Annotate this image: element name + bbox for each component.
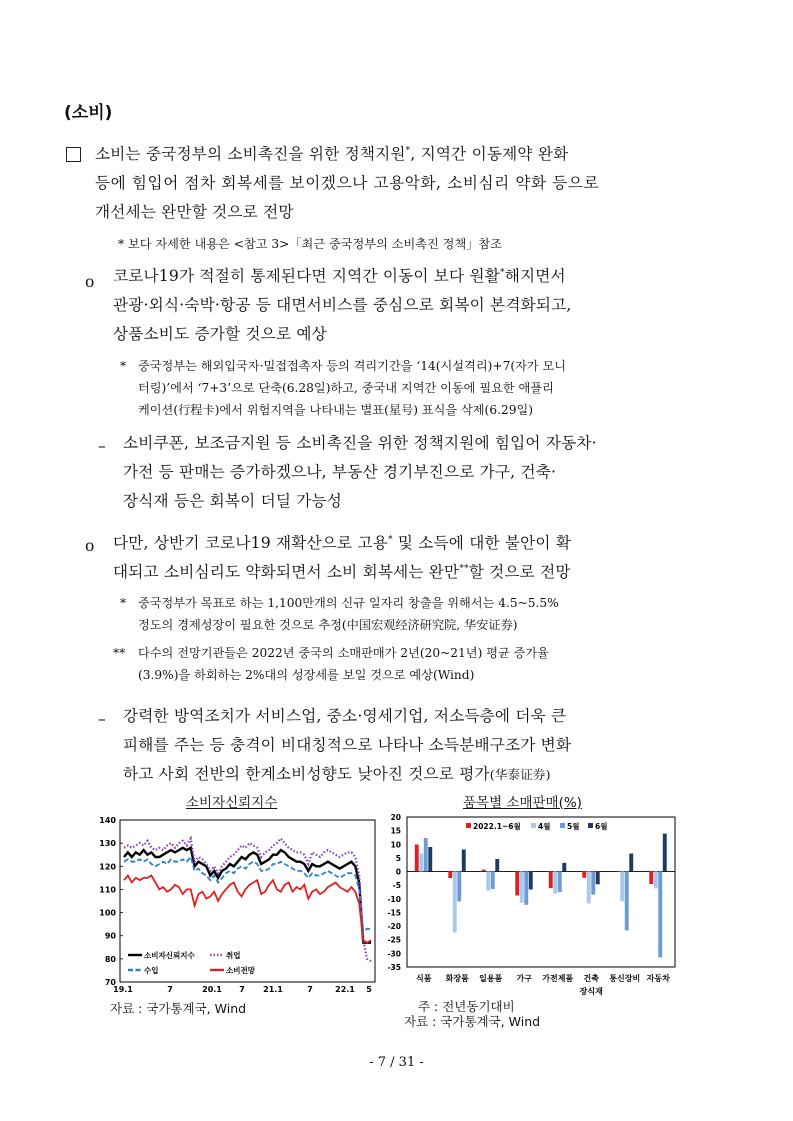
- footnote-reference: * 보다 자세한 내용은 <참고 3>「최근 중국정부의 소비촉진 정책」참조: [118, 237, 502, 251]
- paragraph-asymmetric-shock: 강력한 방역조치가 서비스업, 중소·영세기업, 저소득층에 더욱 큰 피해를 주는 등 충격이 비대칭적으로 나타나 소득분배구조가 변화 하고 사회 전반의 한계소비성향도 낮아진 것으로 평가(华泰证券): [123, 707, 572, 783]
- chart2-y-tick: -20: [387, 922, 401, 932]
- footnote-quarantine: 중국정부는 해외입국자·밀접접촉자 등의 격리기간을 ‘14(시설격리)+7(자가 모니 터링)’에서 ‘7+3’으로 단축(6.28일)하고, 중국내 지역간 이동에 필요한 애플리 케이션(行程卡)에서 위험지역을 나타내는 별표(星号) 표식을 삭제(6.29일): [138, 359, 567, 417]
- chart2-bar: [562, 863, 566, 872]
- chart1-series-1: [124, 848, 371, 943]
- footnote-jobs: 중국정부가 목표로 하는 1,100만개의 신규 일자리 창출을 위해서는 4.5~5.5% 정도의 경제성장이 필요한 것으로 추정(中国宏观经济研究院, 华安证券): [138, 596, 559, 632]
- chart2-x-label: 장식재: [579, 987, 603, 996]
- chart2-legend-swatch: [588, 823, 593, 828]
- chart2-legend-swatch: [560, 823, 565, 828]
- chart2-legend-label: 6월: [595, 822, 608, 831]
- chart2-bar: [596, 872, 600, 885]
- chart1-x-tick: 5: [366, 985, 372, 994]
- chart2-bar: [620, 872, 624, 902]
- chart2-x-label: 통신장비: [609, 974, 641, 983]
- section-heading: (소비): [64, 103, 113, 123]
- chart-retail-sales: [383, 810, 693, 1000]
- chart1-series-4: [124, 876, 371, 943]
- chart2-y-tick: 5: [395, 853, 401, 863]
- chart1-y-tick: 100: [99, 908, 116, 918]
- chart2-x-label: 건축: [583, 974, 599, 983]
- chart-consumer-confidence: [95, 810, 385, 1000]
- chart1-x-tick: 22.1: [335, 985, 355, 994]
- chart1-source: 자료 : 국가통계국, Wind: [110, 1001, 247, 1016]
- page-number: - 7 / 31 -: [369, 1055, 424, 1070]
- chart2-bar: [663, 834, 667, 872]
- chart1-x-tick: 7: [239, 985, 245, 994]
- chart2-legend-label: 2022.1~6월: [473, 822, 521, 831]
- chart1-y-tick: 120: [99, 862, 116, 872]
- chart1-x-tick: 7: [307, 985, 313, 994]
- chart2-bar: [649, 872, 653, 885]
- chart2-bar: [415, 845, 419, 872]
- chart2-y-tick: -15: [387, 908, 401, 918]
- chart2-bar: [448, 872, 452, 879]
- chart2-bar: [625, 872, 629, 931]
- checkbox-bullet: [66, 147, 81, 166]
- chart1-title: 소비자신뢰지수: [186, 795, 278, 811]
- chart2-y-tick: -30: [387, 949, 401, 959]
- chart1-y-tick: 110: [99, 885, 116, 895]
- chart2-legend-swatch: [466, 823, 471, 828]
- chart2-x-label: 가구: [516, 974, 532, 983]
- chart2-bar: [486, 872, 490, 891]
- footnote-forecast: 다수의 전망기관들은 2022년 중국의 소매판매가 2년(20~21년) 평균 증가율 (3.9%)을 하회하는 2%대의 성장세를 보일 것으로 예상(Wind): [138, 646, 549, 682]
- chart1-legend-label: 수입: [144, 966, 159, 975]
- chart2-bar: [654, 872, 658, 889]
- chart2-bar: [419, 853, 423, 871]
- paragraph-subsidies: 소비쿠폰, 보조금지원 등 소비촉진을 위한 정책지원에 힘입어 자동차· 가전 등 판매는 증가하겠으나, 부동산 경기부진으로 가구, 건축· 장식재 등은 회복이 더딜 가능성: [123, 434, 597, 510]
- chart2-title: 품목별 소매판매(%): [463, 795, 582, 811]
- chart2-source: 자료 : 국가통계국, Wind: [404, 1014, 541, 1029]
- chart1-x-tick: 20.1: [202, 985, 222, 994]
- chart2-bar: [482, 870, 486, 872]
- chart2-bar: [457, 872, 461, 902]
- chart2-x-label: 식품: [416, 974, 432, 983]
- chart1-x-tick: 21.1: [263, 985, 283, 994]
- chart2-x-label: 가전제품: [542, 974, 574, 983]
- chart2-legend-swatch: [531, 823, 536, 828]
- chart2-x-label: 일용품: [479, 974, 503, 983]
- footnote-mark: *: [120, 596, 127, 610]
- chart2-bar: [491, 872, 495, 890]
- chart1-y-tick: 70: [104, 978, 116, 987]
- chart2-bar: [515, 872, 519, 896]
- paragraph-mobility: 코로나19가 적절히 통제된다면 지역간 이동이 보다 원활*해지면서 관광·외식·숙박·항공 등 대면서비스를 중심으로 회복이 본격화되고, 상품소비도 증가할 것으로 예상: [113, 267, 572, 343]
- chart1-y-tick: 140: [99, 816, 116, 825]
- chart2-bar: [453, 872, 457, 933]
- chart2-legend-label: 4월: [538, 822, 551, 831]
- chart1-legend-label: 취업: [226, 951, 241, 960]
- footnote-mark: **: [113, 646, 126, 660]
- chart2-y-tick: -35: [387, 963, 401, 972]
- chart1-series-3: [124, 857, 371, 931]
- bullet-dash-2: –: [98, 710, 106, 728]
- chart2-x-label: 자동차: [646, 974, 670, 983]
- chart2-x-label: 화장품: [445, 974, 469, 983]
- chart2-bar: [582, 872, 586, 878]
- chart2-bar: [629, 854, 633, 872]
- chart2-y-tick: -5: [392, 881, 401, 891]
- chart2-y-tick: 15: [390, 826, 401, 836]
- chart2-bar: [553, 872, 557, 894]
- chart1-legend-label: 소비전망: [226, 966, 255, 975]
- chart2-bar: [424, 838, 428, 872]
- chart2-y-tick: 20: [390, 813, 401, 822]
- paragraph-consumption-outlook: 소비는 중국정부의 소비촉진을 위한 정책지원*, 지역간 이동제약 완화 등에 힘입어 점차 회복세를 보이겠으나 고용악화, 소비심리 약화 등으로 개선세는 완만할 것으로 전망: [95, 145, 600, 221]
- chart2-y-tick: 10: [390, 840, 401, 850]
- chart1-x-tick: 7: [167, 985, 173, 994]
- paragraph-employment: 다만, 상반기 코로나19 재확산으로 고용* 및 소득에 대한 불안이 확 대되고 소비심리도 약화되면서 소비 회복세는 완만**할 것으로 전망: [113, 534, 572, 581]
- chart2-bar: [520, 872, 524, 903]
- chart2-note: 주 : 전년동기대비: [418, 999, 515, 1014]
- chart1-y-tick: 80: [104, 954, 116, 964]
- bullet-o-2: o: [85, 537, 95, 555]
- chart2-bar: [428, 847, 432, 872]
- chart2-bar: [591, 872, 595, 895]
- chart2-y-tick: -10: [387, 894, 401, 904]
- chart1-y-tick: 130: [99, 839, 116, 849]
- chart2-bar: [495, 859, 499, 872]
- footnote-mark: *: [120, 359, 127, 373]
- chart1-y-tick: 90: [104, 931, 116, 941]
- chart2-bar: [462, 850, 466, 872]
- chart2-bar: [658, 872, 662, 958]
- chart2-bar: [529, 872, 533, 890]
- bullet-o-1: o: [85, 273, 95, 291]
- chart2-legend-label: 5월: [567, 822, 580, 831]
- chart2-y-tick: 0: [395, 867, 401, 877]
- chart2-bar: [587, 872, 591, 904]
- chart2-y-tick: -25: [387, 935, 401, 945]
- chart2-bar: [524, 872, 528, 905]
- bullet-dash-1: –: [98, 437, 106, 455]
- chart1-x-tick: 19.1: [113, 985, 133, 994]
- chart2-bar: [549, 872, 553, 889]
- chart1-legend-label: 소비자신뢰지수: [144, 951, 195, 960]
- chart2-bar: [558, 872, 562, 893]
